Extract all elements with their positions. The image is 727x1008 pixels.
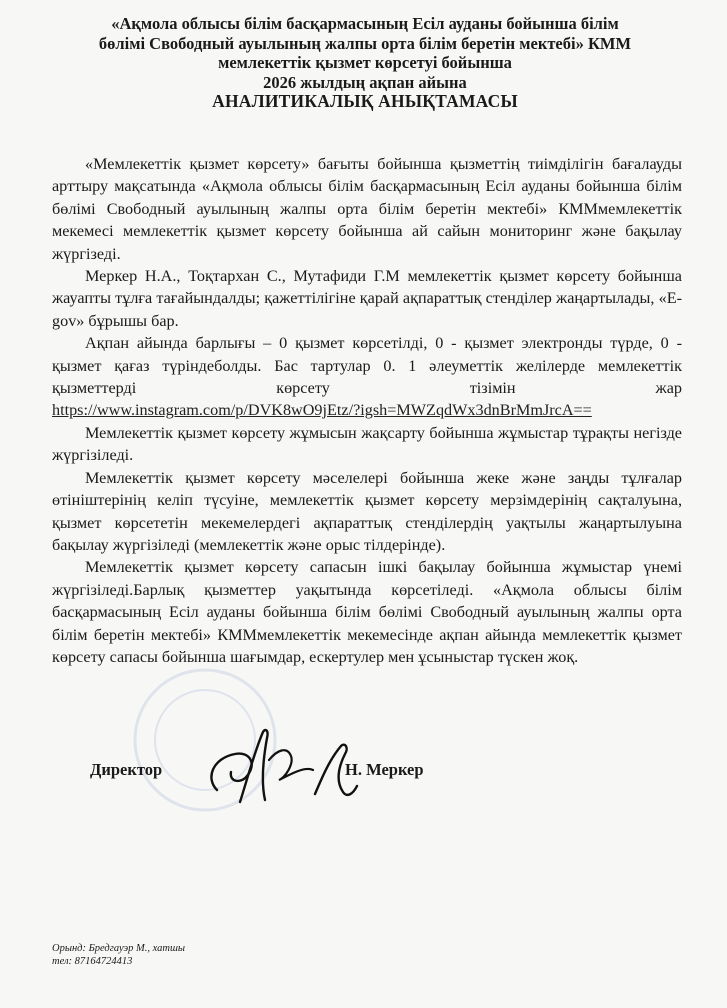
header-line-4: 2026 жылдың ақпан айына (263, 72, 467, 92)
phone-line: тел: 87164724413 (52, 956, 133, 967)
document-footer (52, 942, 185, 968)
director-label: Директор (90, 760, 163, 779)
paragraph-statistics-text: Ақпан айында барлығы – 0 қызмет көрсетілді, 0 - қызмет электронды түрде, 0 - қызмет қағаз түріндеболды. Бас тартулар 0. 1 әлеуметтік желілерде мемлекеттік қызметтерді көрсету тізімін жар (52, 334, 682, 398)
header-line-1: «Ақмола облысы білім басқармасының Есіл ауданы бойынша білім (111, 14, 619, 33)
paragraph-monitoring: «Мемлекеттік қызмет көрсету» бағыты бойынша қызметтің тиімділігін бағалауды арттыру мақсатында «Ақмола облысы білім басқармасының Есіл ауданы бойынша білім бөлімі Свободный ауылының жалпы орта білім беретін мектебі» КММмемлекеттік мекемесі мемлекеттік қызмет көрсету бойынша ай сайын мониторинг және бақылау жүргізеді. (52, 155, 682, 263)
executor-line: Орынд: Бредгауэр М., хатшы (52, 943, 185, 954)
document-title: АНАЛИТИКАЛЫҚ АНЫҚТАМАСЫ (212, 91, 518, 111)
paragraph-improvement: Мемлекеттік қызмет көрсету жұмысын жақсарту бойынша жұмыстар тұрақты негізде жүргізіледі. (52, 423, 682, 465)
paragraph-quality: Мемлекеттік қызмет көрсету сапасын ішкі бақылау бойынша жұмыстар үнемі жүргізіледі.Барлық қызметтер уақытында көрсетіледі. «Ақмола облысы білім басқармасының Есіл ауданы бойынша білім бөлімі Свободный ауылының жалпы орта білім беретін мектебі» КММмемлекеттік мекемесінде ақпан айында мемлекеттік қызмет көрсету сапасы бойынша шағымдар, ескертулер мен ұсыныстар түскен жоқ. (52, 558, 682, 666)
signature-block (90, 760, 490, 790)
director-name: Н. Меркер (345, 760, 424, 779)
instagram-link[interactable]: https://www.instagram.com/p/DVK8wO9jEtz/?igsh=MWZqdWx3dnBrMmJrcA== (52, 401, 592, 420)
document-header (40, 14, 690, 112)
paragraph-statistics (52, 332, 682, 422)
paragraph-responsible: Меркер Н.А., Тоқтархан С., Мутафиди Г.М мемлекеттік қызмет көрсету бойынша жауапты тұлға тағайындалды; қажеттілігіне қарай ақпараттық стенділер жаңартылады, «E-gov» бұрышы бар. (52, 267, 682, 330)
document-body (52, 153, 682, 668)
header-line-2: бөлімі Свободный ауылының жалпы орта білім беретін мектебі» КММ (98, 33, 632, 53)
paragraph-control: Мемлекеттік қызмет көрсету мәселелері бойынша жеке және заңды тұлғалар өтініштерінің келіп түсуіне, мемлекеттік қызмет көрсету мерзімдерінің сақталуына, қызмет көрсететін мекемелердегі ақпараттық стенділердің уақтылы жаңартылуына бақылау жүргізіледі (мемлекеттік және орыс тілдерінде). (52, 468, 682, 554)
header-line-3: мемлекеттік қызмет көрсетуі бойынша (218, 53, 512, 72)
